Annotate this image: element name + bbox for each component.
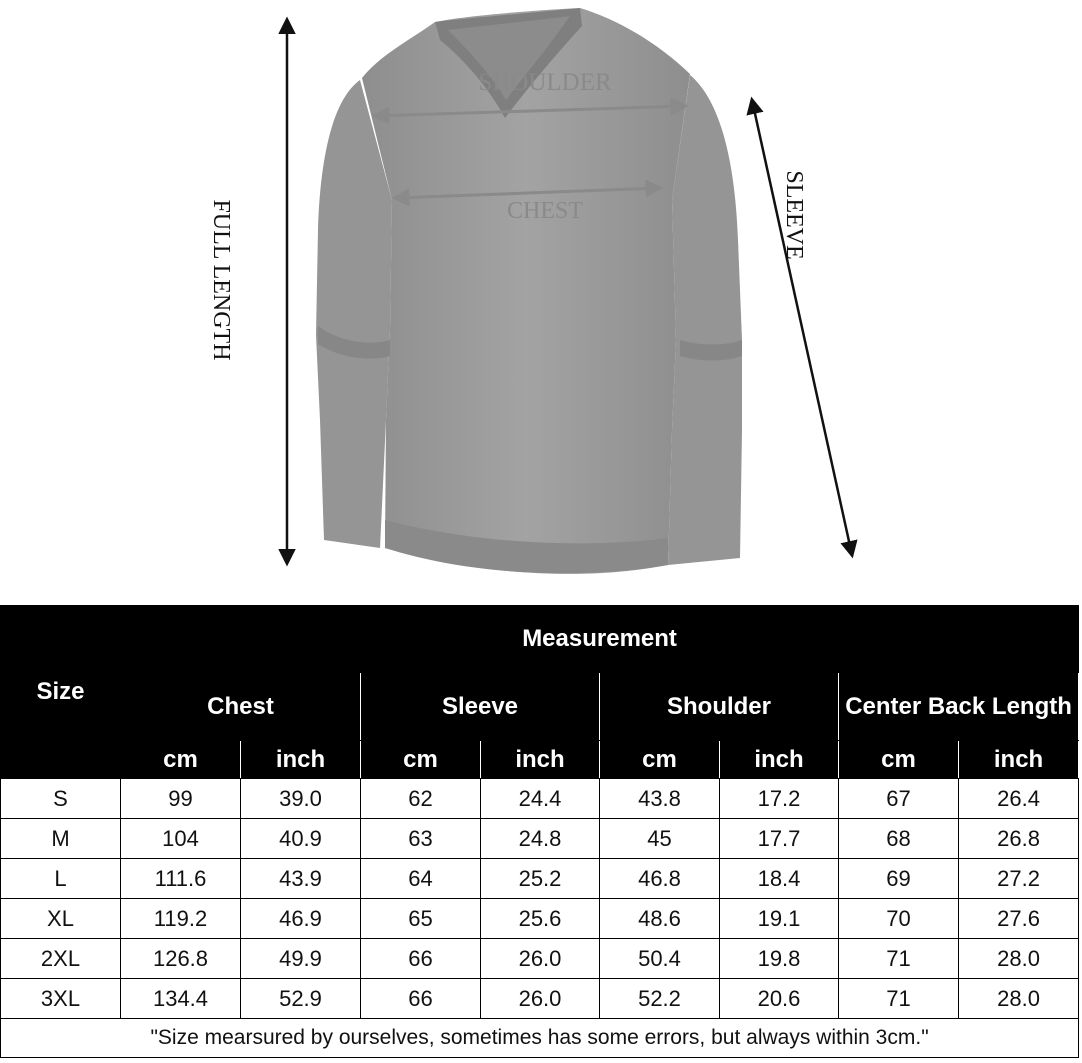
sleeve-label: SLEEVE (781, 170, 807, 260)
value-cell: 67 (839, 779, 959, 819)
unit-header: cm (839, 741, 959, 779)
value-cell: 71 (839, 979, 959, 1019)
value-cell: 134.4 (121, 979, 241, 1019)
size-cell: 3XL (1, 979, 121, 1019)
value-cell: 25.6 (481, 899, 600, 939)
value-cell: 26.0 (481, 939, 600, 979)
value-cell: 18.4 (720, 859, 839, 899)
center-back-length-header: Center Back Length (839, 673, 1079, 741)
value-cell: 28.0 (959, 939, 1079, 979)
value-cell: 26.4 (959, 779, 1079, 819)
value-cell: 26.8 (959, 819, 1079, 859)
value-cell: 45 (600, 819, 720, 859)
value-cell: 99 (121, 779, 241, 819)
value-cell: 52.2 (600, 979, 720, 1019)
value-cell: 63 (361, 819, 481, 859)
value-cell: 28.0 (959, 979, 1079, 1019)
value-cell: 26.0 (481, 979, 600, 1019)
sleeve-header: Sleeve (361, 673, 600, 741)
unit-header: inch (959, 741, 1079, 779)
unit-header: inch (720, 741, 839, 779)
unit-header: cm (600, 741, 720, 779)
value-cell: 111.6 (121, 859, 241, 899)
unit-header: inch (241, 741, 361, 779)
size-cell: S (1, 779, 121, 819)
value-cell: 20.6 (720, 979, 839, 1019)
table-row (1, 899, 1079, 939)
value-cell: 64 (361, 859, 481, 899)
value-cell: 24.8 (481, 819, 600, 859)
unit-header: cm (361, 741, 481, 779)
table-row (1, 819, 1079, 859)
value-cell: 62 (361, 779, 481, 819)
size-cell: L (1, 859, 121, 899)
value-cell: 68 (839, 819, 959, 859)
value-cell: 66 (361, 979, 481, 1019)
value-cell: 43.9 (241, 859, 361, 899)
table-row (1, 939, 1079, 979)
value-cell: 19.1 (720, 899, 839, 939)
value-cell: 119.2 (121, 899, 241, 939)
chest-header: Chest (121, 673, 361, 741)
value-cell: 70 (839, 899, 959, 939)
full-length-label: FULL LENGTH (208, 199, 234, 361)
value-cell: 27.6 (959, 899, 1079, 939)
table-row (1, 859, 1079, 899)
size-cell: XL (1, 899, 121, 939)
value-cell: 46.8 (600, 859, 720, 899)
value-cell: 39.0 (241, 779, 361, 819)
value-cell: 48.6 (600, 899, 720, 939)
value-cell: 126.8 (121, 939, 241, 979)
value-cell: 43.8 (600, 779, 720, 819)
value-cell: 49.9 (241, 939, 361, 979)
measurement-note: "Size mearsured by ourselves, sometimes has some errors, but always within 3cm." (1, 1019, 1079, 1058)
value-cell: 50.4 (600, 939, 720, 979)
table-row (1, 779, 1079, 819)
measurement-header: Measurement (121, 606, 1079, 673)
value-cell: 17.2 (720, 779, 839, 819)
value-cell: 65 (361, 899, 481, 939)
size-cell: 2XL (1, 939, 121, 979)
shoulder-label: SHOULDER (478, 69, 612, 96)
table-row (1, 979, 1079, 1019)
value-cell: 69 (839, 859, 959, 899)
size-cell: M (1, 819, 121, 859)
value-cell: 52.9 (241, 979, 361, 1019)
value-cell: 46.9 (241, 899, 361, 939)
size-header: Size (1, 606, 121, 779)
value-cell: 40.9 (241, 819, 361, 859)
unit-header: inch (481, 741, 600, 779)
value-cell: 17.7 (720, 819, 839, 859)
value-cell: 19.8 (720, 939, 839, 979)
chest-label: CHEST (506, 198, 584, 224)
value-cell: 104 (121, 819, 241, 859)
sleeve-arrow (752, 100, 852, 555)
value-cell: 25.2 (481, 859, 600, 899)
value-cell: 66 (361, 939, 481, 979)
value-cell: 27.2 (959, 859, 1079, 899)
value-cell: 71 (839, 939, 959, 979)
unit-header: cm (121, 741, 241, 779)
shoulder-header: Shoulder (600, 673, 839, 741)
size-chart-table (0, 605, 1079, 1058)
value-cell: 24.4 (481, 779, 600, 819)
